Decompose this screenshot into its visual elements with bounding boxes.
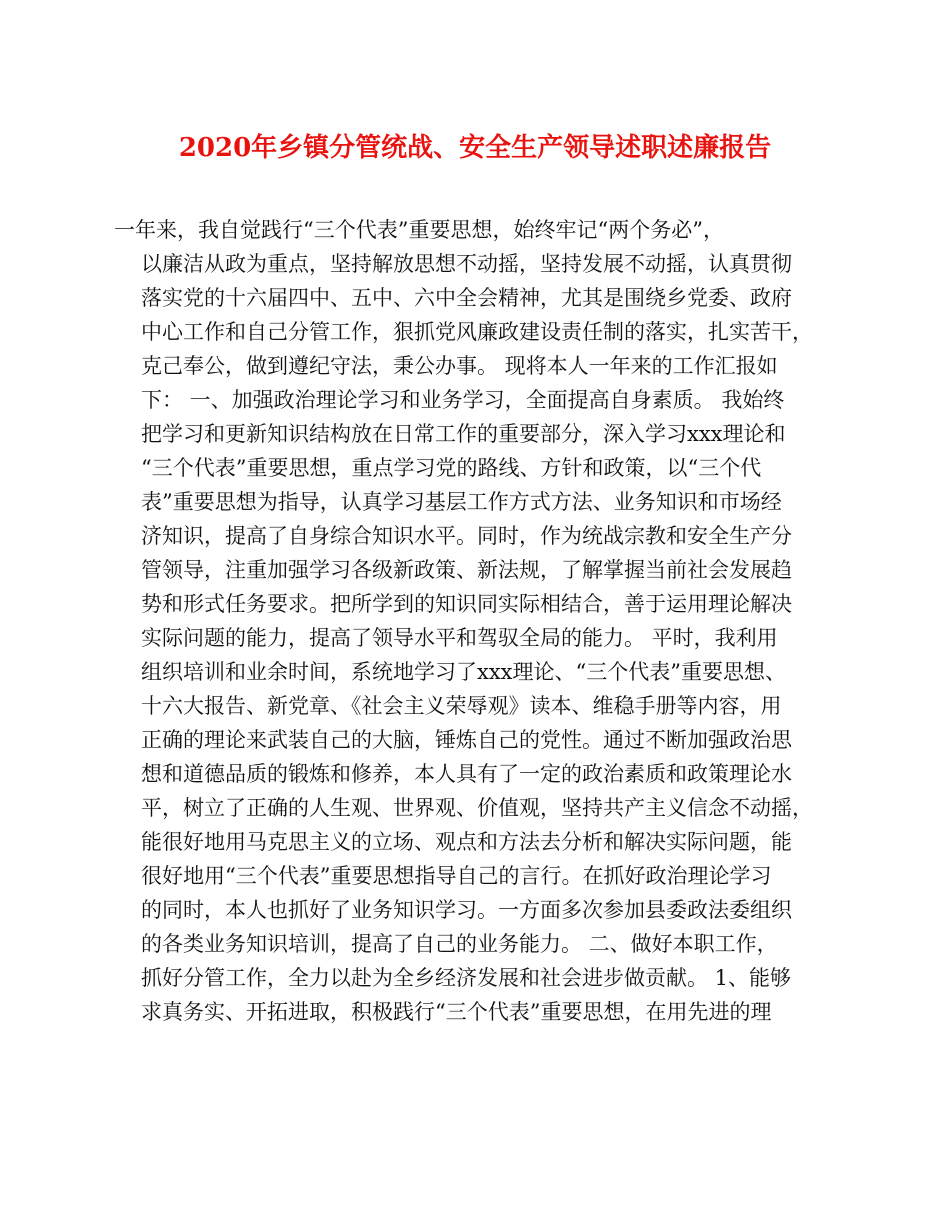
document-body (114, 213, 821, 1029)
body-line-9: 表”重要思想为指导，认真学习基层工作方式方法、业务知识和市场经 (141, 490, 782, 514)
body-line-23: 抓好分管工作，全力以赴为全乡经济发展和社会进步做贡献。 1、能够 (141, 966, 792, 990)
document-title: 2020年乡镇分管统战、安全生产领导述职述廉报告 (178, 133, 772, 163)
body-line-4: 中心工作和自己分管工作，狠抓党风廉政建设责任制的落实，扎实苦干， (141, 320, 813, 344)
body-line-11: 管领导，注重加强学习各级新政策、新法规，了解掌握当前社会发展趋 (141, 558, 792, 582)
body-line-17: 想和道德品质的锻炼和修养，本人具有了一定的政治素质和政策理论水 (141, 762, 792, 786)
body-line-19: 能很好地用马克思主义的立场、观点和方法去分析和解决实际问题，能 (141, 830, 792, 854)
body-line-8: “三个代表”重要思想，重点学习党的路线、方针和政策，以“三个代 (141, 456, 762, 480)
body-line-3: 落实党的十六届四中、五中、六中全会精神，尤其是围绕乡党委、政府 (141, 286, 792, 310)
body-line-2: 以廉洁从政为重点，坚持解放思想不动摇，坚持发展不动摇，认真贯彻 (141, 252, 792, 276)
body-line-22: 的各类业务知识培训，提高了自己的业务能力。 二、做好本职工作， (141, 932, 778, 956)
body-line-12: 势和形式任务要求。把所学到的知识同实际相结合，善于运用理论解决 (141, 592, 792, 616)
body-line-10: 济知识，提高了自身综合知识水平。同时，作为统战宗教和安全生产分 (141, 524, 792, 548)
body-line-1: 一年来，我自觉践行“三个代表”重要思想，始终牢记“两个务必”， (114, 218, 724, 242)
body-line-20: 很好地用“三个代表”重要思想指导自己的言行。在抓好政治理论学习 (141, 864, 772, 888)
body-line-14: 组织培训和业余时间，系统地学习了xxx理论、“三个代表”重要思想、 (141, 660, 786, 684)
body-line-18: 平，树立了正确的人生观、世界观、价值观，坚持共产主义信念不动摇， (141, 796, 813, 820)
body-line-21: 的同时，本人也抓好了业务知识学习。一方面多次参加县委政法委组织 (141, 898, 792, 922)
body-line-13: 实际问题的能力，提高了领导水平和驾驭全局的能力。 平时，我利用 (141, 626, 778, 650)
body-line-5: 克己奉公，做到遵纪守法，秉公办事。 现将本人一年来的工作汇报如 (141, 354, 778, 378)
body-line-7: 把学习和更新知识结构放在日常工作的重要部分，深入学习xxx理论和 (141, 422, 786, 446)
body-line-6: 下： 一、加强政治理论学习和业务学习，全面提高自身素质。 我始终 (141, 388, 785, 412)
body-line-16: 正确的理论来武装自己的大脑，锤炼自己的党性。通过不断加强政治思 (141, 728, 792, 752)
body-line-15: 十六大报告、新党章、《社会主义荣辱观》读本、维稳手册等内容，用 (141, 694, 782, 718)
body-line-24: 求真务实、开拓进取，积极践行“三个代表”重要思想，在用先进的理 (141, 1000, 772, 1024)
